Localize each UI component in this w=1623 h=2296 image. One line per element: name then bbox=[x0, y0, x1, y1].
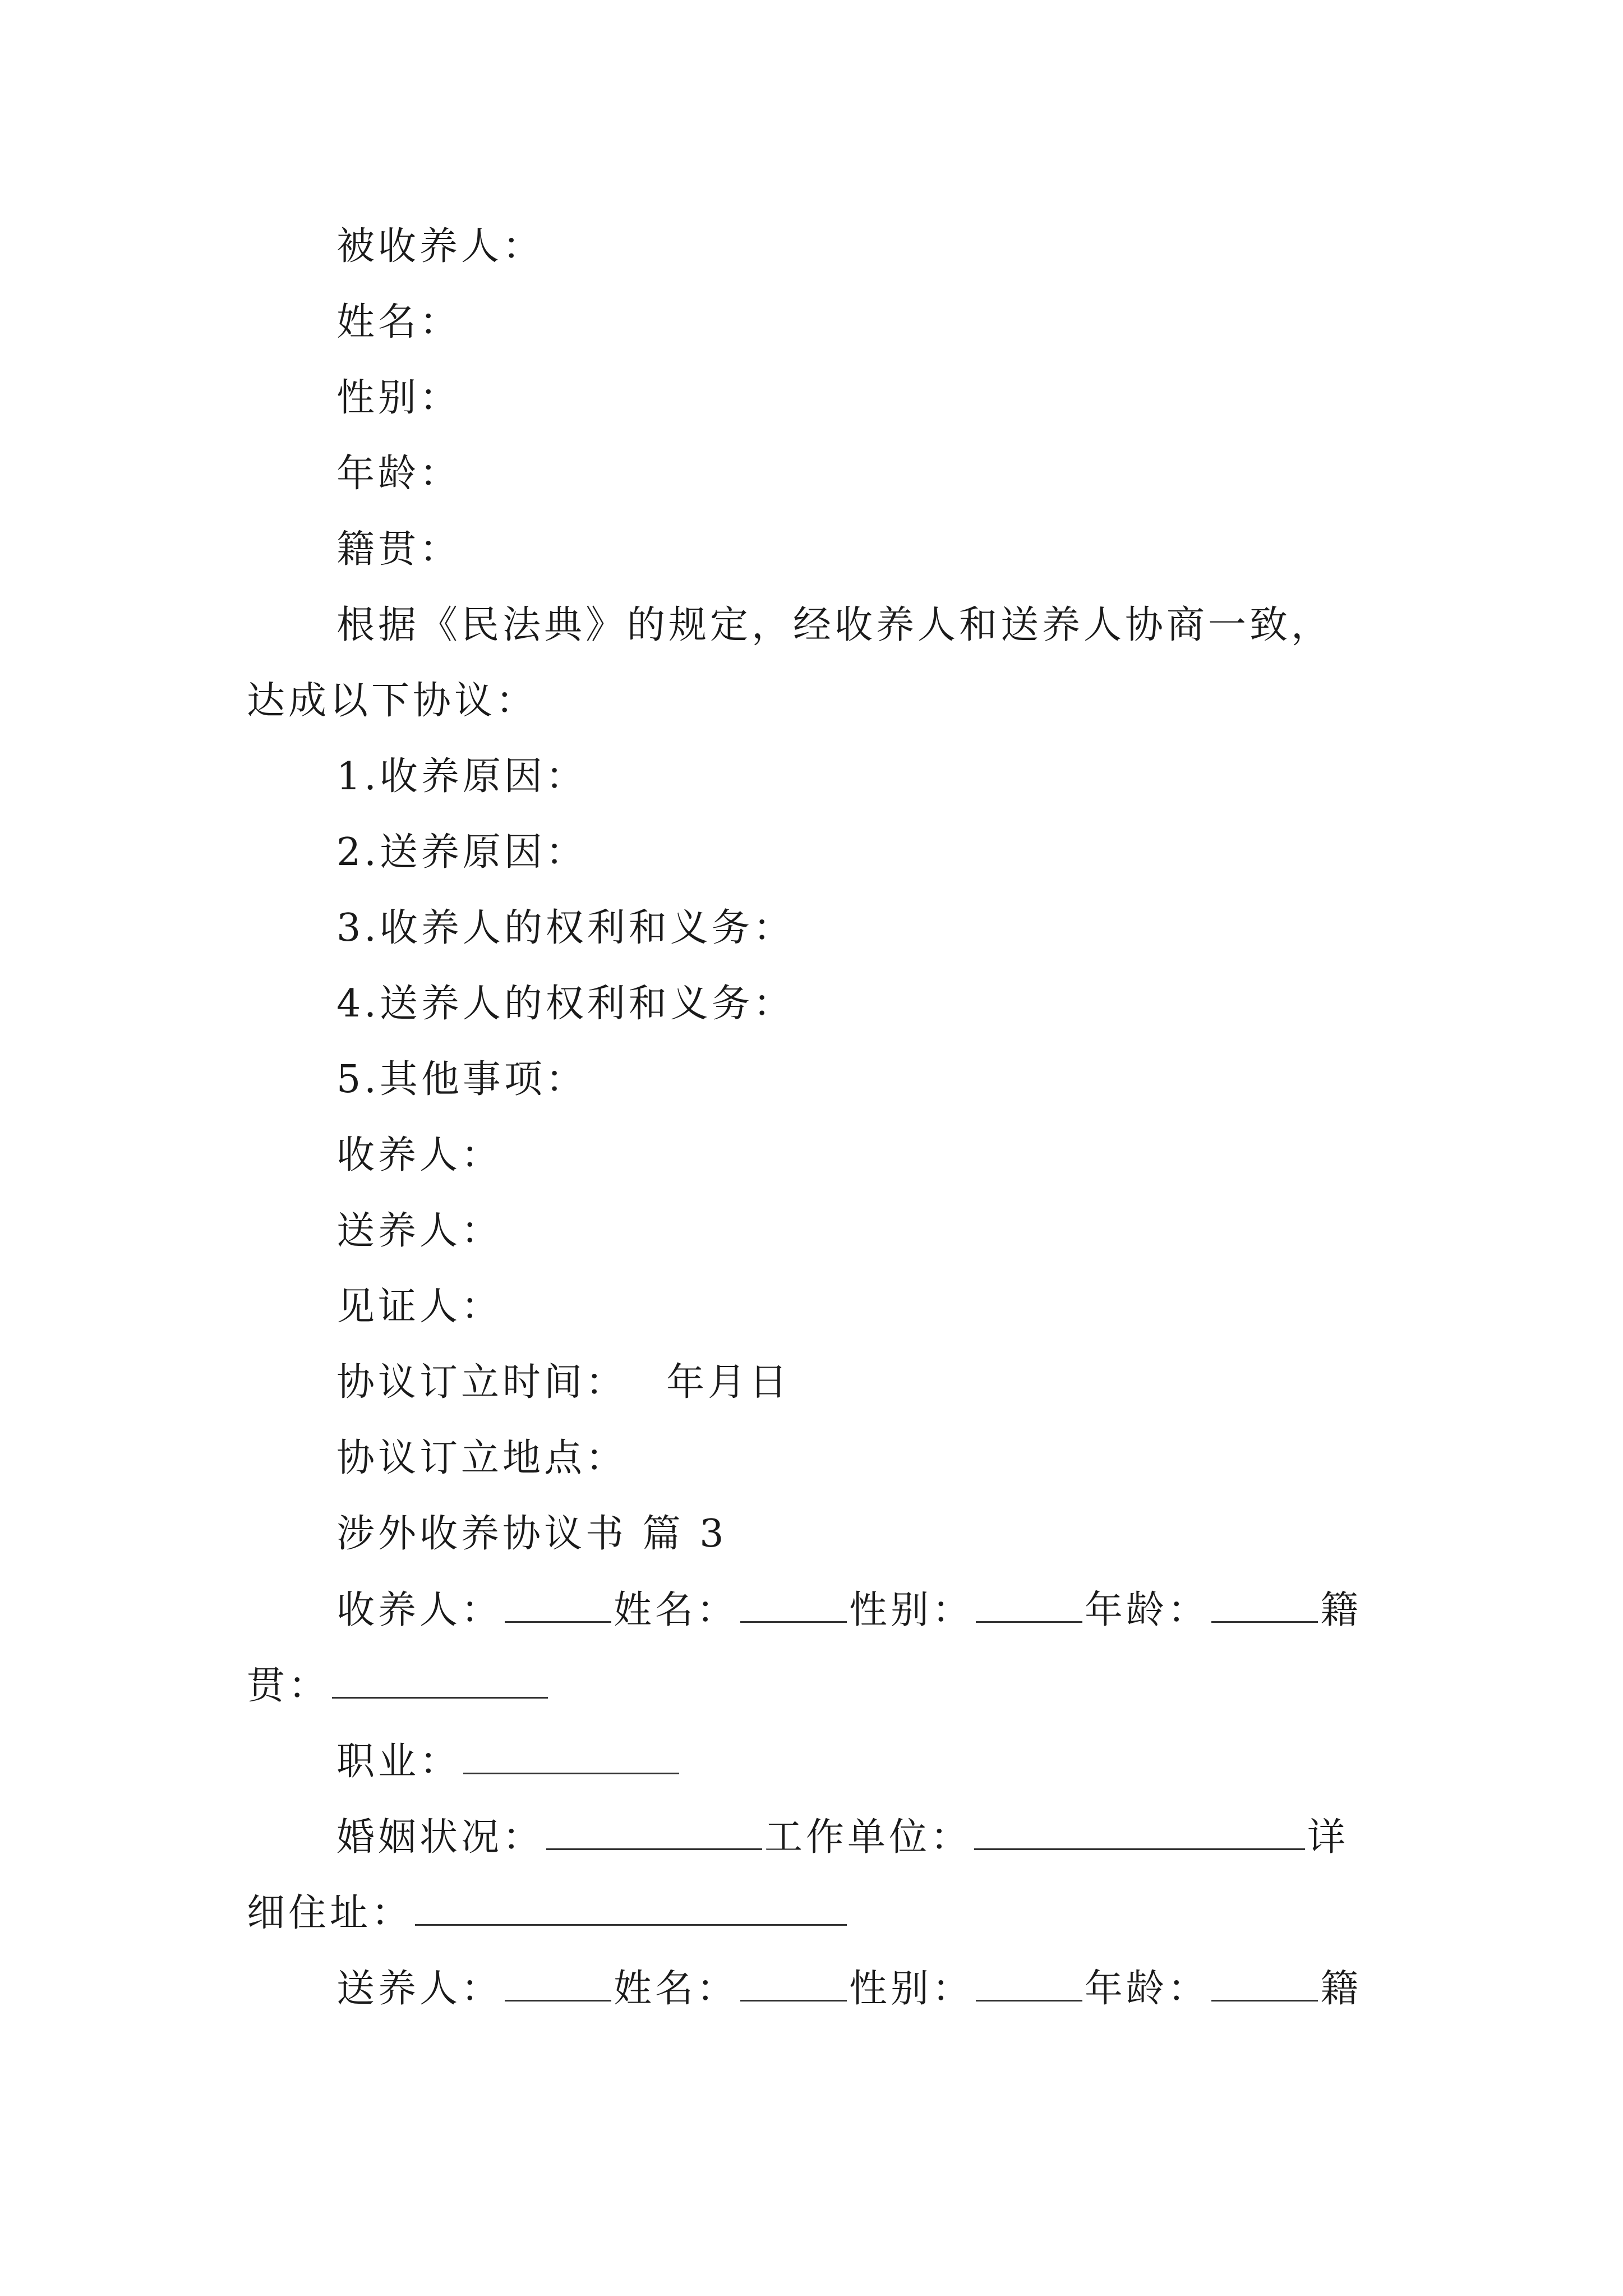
adopter-gender-label: 性别： bbox=[849, 1588, 974, 1632]
adopter-native-place-blank bbox=[332, 1663, 548, 1699]
relinquisher-native-place-label-part1: 籍 bbox=[1320, 1967, 1362, 2011]
signature-adopter: 收养人： bbox=[336, 1133, 503, 1177]
adopter-form-row-1 bbox=[336, 1588, 1362, 1633]
adopter-occupation-blank bbox=[463, 1739, 679, 1774]
signature-witness: 见证人： bbox=[336, 1285, 503, 1329]
relinquisher-name-blank bbox=[740, 1966, 847, 2001]
relinquisher-form-row-1 bbox=[336, 1966, 1362, 2012]
relinquisher-name-label: 姓名： bbox=[614, 1967, 739, 2011]
preamble-line-1: 根据《民法典》的规定，经收养人和送养人协商一致， bbox=[336, 603, 1333, 647]
adopter-lead-blank bbox=[505, 1588, 611, 1623]
relinquisher-age-blank bbox=[1211, 1966, 1318, 2001]
adoptee-heading: 被收养人： bbox=[336, 224, 545, 269]
adopter-marital-blank bbox=[546, 1815, 762, 1850]
clause-2: 2.送养原因： bbox=[336, 830, 587, 875]
adopter-name-label: 姓名： bbox=[614, 1588, 739, 1632]
adopter-employer-label: 工作单位： bbox=[764, 1815, 972, 1860]
adopter-age-label: 年龄： bbox=[1085, 1588, 1210, 1632]
relinquisher-lead-label: 送养人： bbox=[336, 1967, 503, 2011]
adopter-native-place-label-part2: 贯： bbox=[247, 1664, 330, 1708]
agreement-time bbox=[336, 1360, 791, 1405]
clause-4: 4.送养人的权利和义务： bbox=[336, 982, 795, 1026]
adopter-address-label-part1: 详 bbox=[1307, 1815, 1349, 1860]
adopter-age-blank bbox=[1211, 1588, 1318, 1623]
agreement-time-label: 协议订立时间： bbox=[336, 1360, 628, 1405]
adopter-form-row-2 bbox=[247, 1663, 550, 1709]
relinquisher-gender-blank bbox=[976, 1966, 1082, 2001]
adopter-address-blank bbox=[415, 1890, 847, 1926]
agreement-time-value: 年月日 bbox=[666, 1360, 791, 1405]
relinquisher-age-label: 年龄： bbox=[1085, 1967, 1210, 2011]
relinquisher-gender-label: 性别： bbox=[849, 1967, 974, 2011]
relinquisher-lead-blank bbox=[505, 1966, 611, 2001]
adopter-name-blank bbox=[740, 1588, 847, 1623]
section-3-title: 涉外收养协议书 篇 3 bbox=[336, 1512, 727, 1556]
adopter-form-row-5 bbox=[247, 1890, 849, 1936]
signature-relinquisher: 送养人： bbox=[336, 1209, 503, 1253]
clause-1: 1.收养原因： bbox=[336, 754, 587, 799]
adopter-employer-blank bbox=[974, 1815, 1305, 1850]
adoptee-native-place-label: 籍贯： bbox=[336, 527, 462, 572]
agreement-place: 协议订立地点： bbox=[336, 1436, 628, 1480]
adopter-lead-label: 收养人： bbox=[336, 1588, 503, 1632]
adopter-form-row-3 bbox=[336, 1739, 681, 1784]
adopter-marital-label: 婚姻状况： bbox=[336, 1815, 545, 1860]
adoptee-gender-label: 性别： bbox=[336, 376, 462, 420]
adoptee-age-label: 年龄： bbox=[336, 452, 462, 496]
adopter-occupation-label: 职业： bbox=[336, 1740, 462, 1784]
adopter-native-place-label-part1: 籍 bbox=[1320, 1588, 1362, 1632]
clause-5: 5.其他事项： bbox=[336, 1057, 587, 1102]
adopter-address-label-part2: 细住址： bbox=[247, 1891, 413, 1935]
clause-3: 3.收养人的权利和义务： bbox=[336, 906, 795, 950]
adopter-form-row-4 bbox=[336, 1815, 1349, 1860]
preamble-line-2: 达成以下协议： bbox=[247, 679, 538, 723]
adopter-gender-blank bbox=[976, 1588, 1082, 1623]
adoptee-name-label: 姓名： bbox=[336, 300, 462, 344]
